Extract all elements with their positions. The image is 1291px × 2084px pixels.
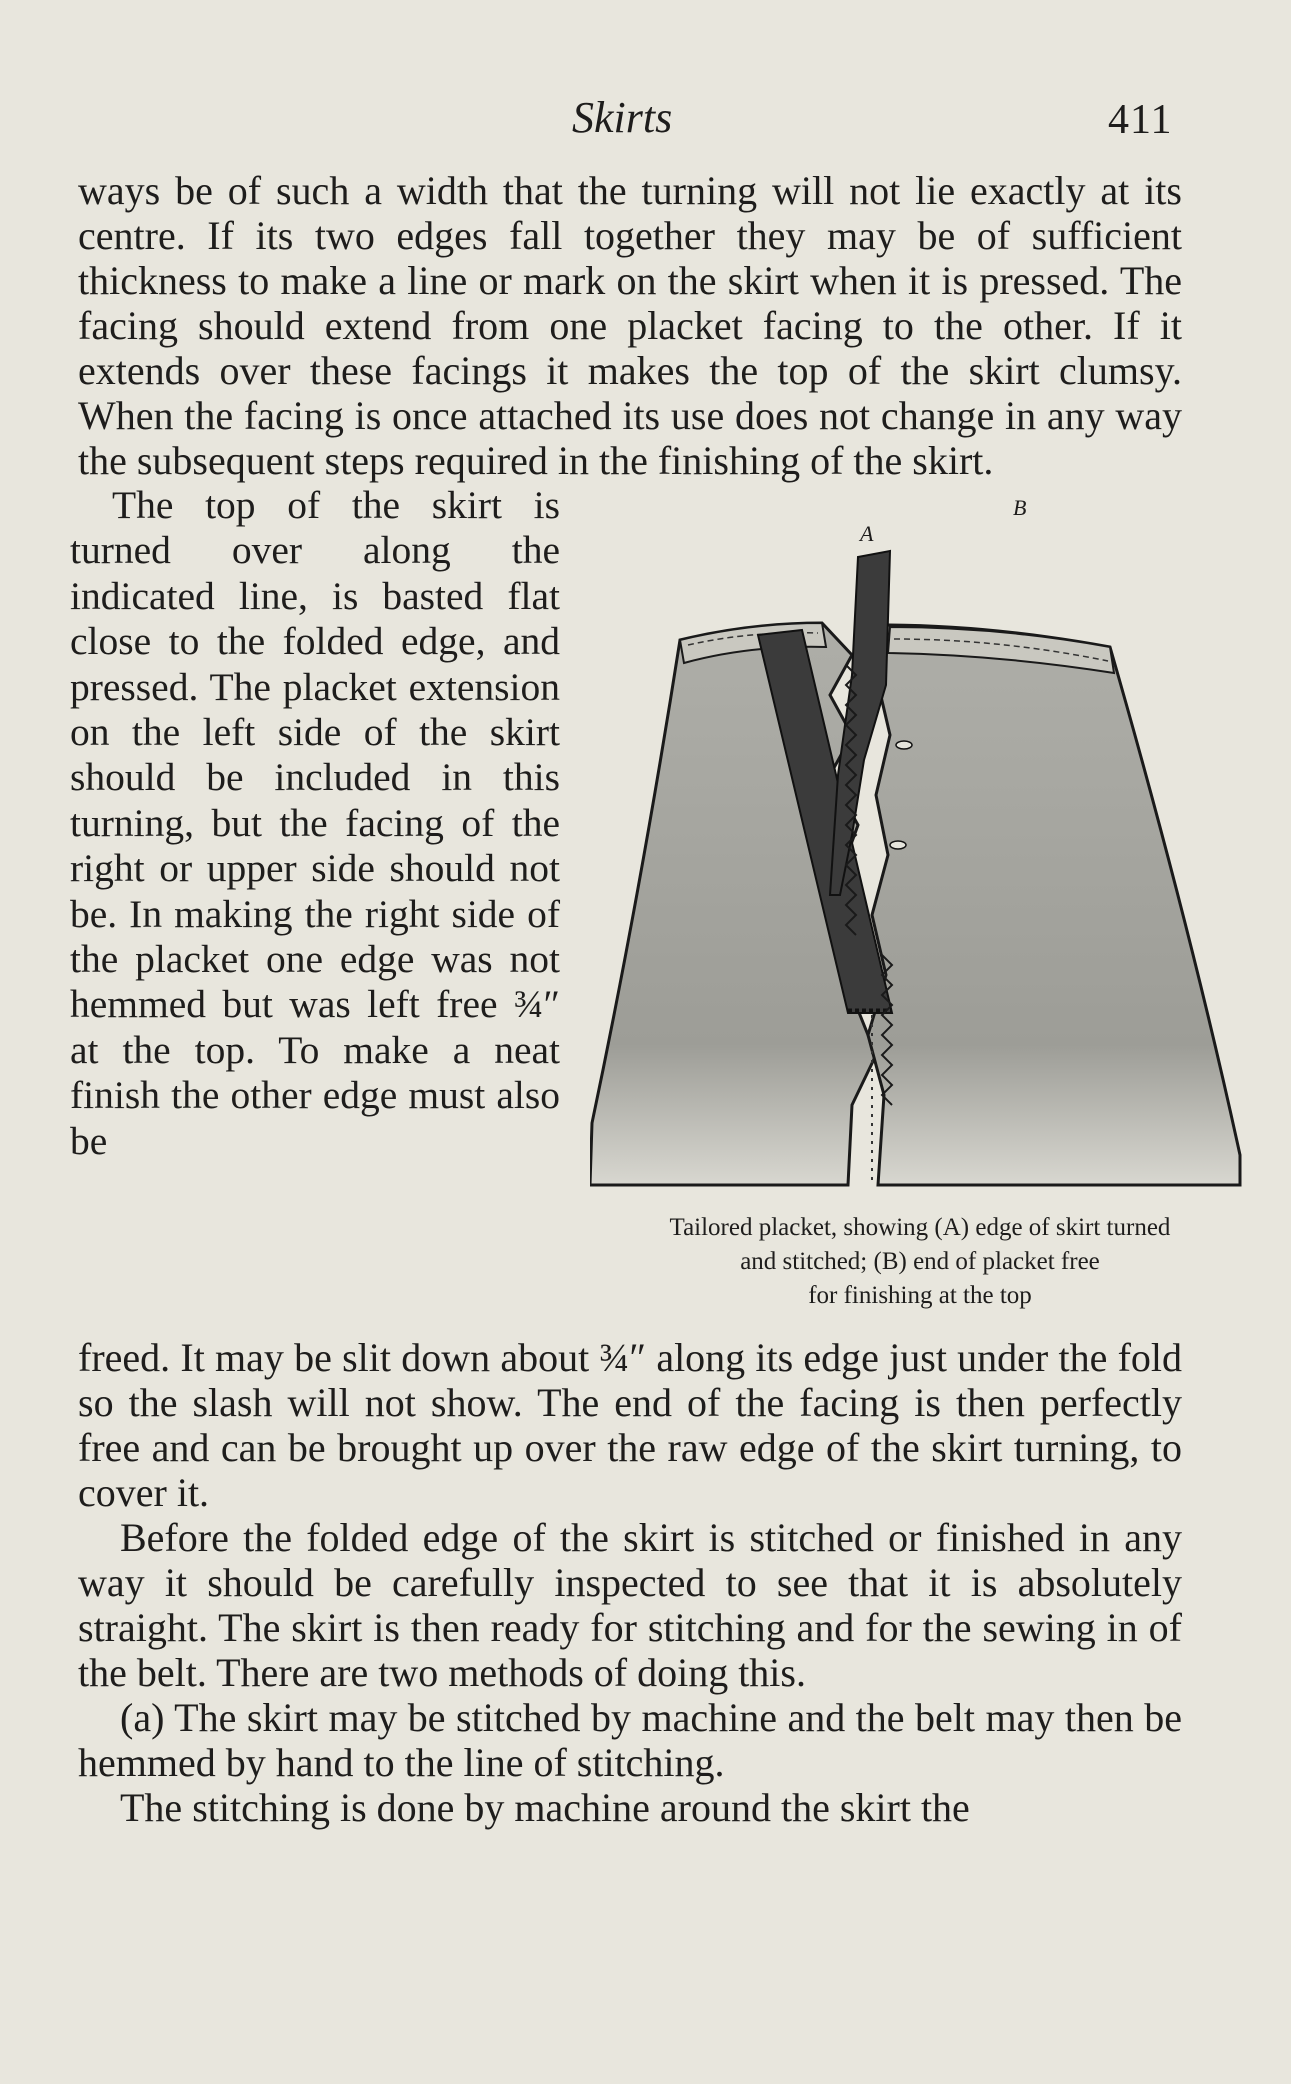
page-number: 411 [1108, 97, 1173, 143]
paragraph-4: (a) The skirt may be stitched by machine and the belt may then be hemmed by hand to the line of stitching. [78, 1695, 1182, 1785]
label-b: B [1013, 495, 1027, 520]
body-text [70, 168, 1182, 1830]
text-figure-wrap [70, 483, 1182, 1335]
running-head [0, 88, 1291, 148]
placket-illustration [590, 495, 1250, 1195]
after-figure-text [78, 1335, 1182, 1830]
running-title: Skirts [572, 93, 673, 142]
label-a: A [860, 521, 874, 546]
skirt-right-panel [868, 625, 1240, 1185]
caption-line-1: Tailored placket, showing (A) edge of skirt turned [669, 1214, 1171, 1241]
caption-line-3: for finishing at the top [808, 1282, 1032, 1309]
paragraph-2-continued: freed. It may be slit down about ¾″ along its edge just under the fold so the slash will not show. The end of the facing is then perfectly free and can be brought up over the raw edge of the skirt turning, to cover it. [78, 1335, 1182, 1515]
paragraph-3: Before the folded edge of the skirt is stitched or finished in any way it should be carefully inspected to see that it is absolutely straight. The skirt is then ready for stitching and for the sewing in of the belt. There are two methods of doing this. [78, 1515, 1182, 1695]
caption-line-2: and stitched; (B) end of placket free [740, 1248, 1100, 1275]
paragraph-2-wrapped: The top of the skirt is turned over along the indicated line, is basted flat close to the folded edge, and pressed. The placket extension on the left side of the skirt should be included in this turning, but the facing of the right or upper side should not be. In making the right side of the placket one edge was not hemmed but was left free ¾″ at the top. To make a neat finish the other edge must also be [70, 483, 560, 1163]
figure-caption [590, 1211, 1250, 1313]
paragraph-1: ways be of such a width that the turning will not lie exactly at its centre. If its two edges fall together they may be of sufficient thickness to make a line or mark on the skirt when it is pressed. The facing should extend from one placket facing to the other. If it extends over these facings it makes the top of the skirt clumsy. When the facing is once attached its use does not change in any way the subsequent steps required in the finishing of the skirt. [78, 168, 1182, 483]
placket-figure [590, 483, 1250, 1335]
paragraph-5: The stitching is done by machine around the skirt the [120, 1785, 970, 1830]
